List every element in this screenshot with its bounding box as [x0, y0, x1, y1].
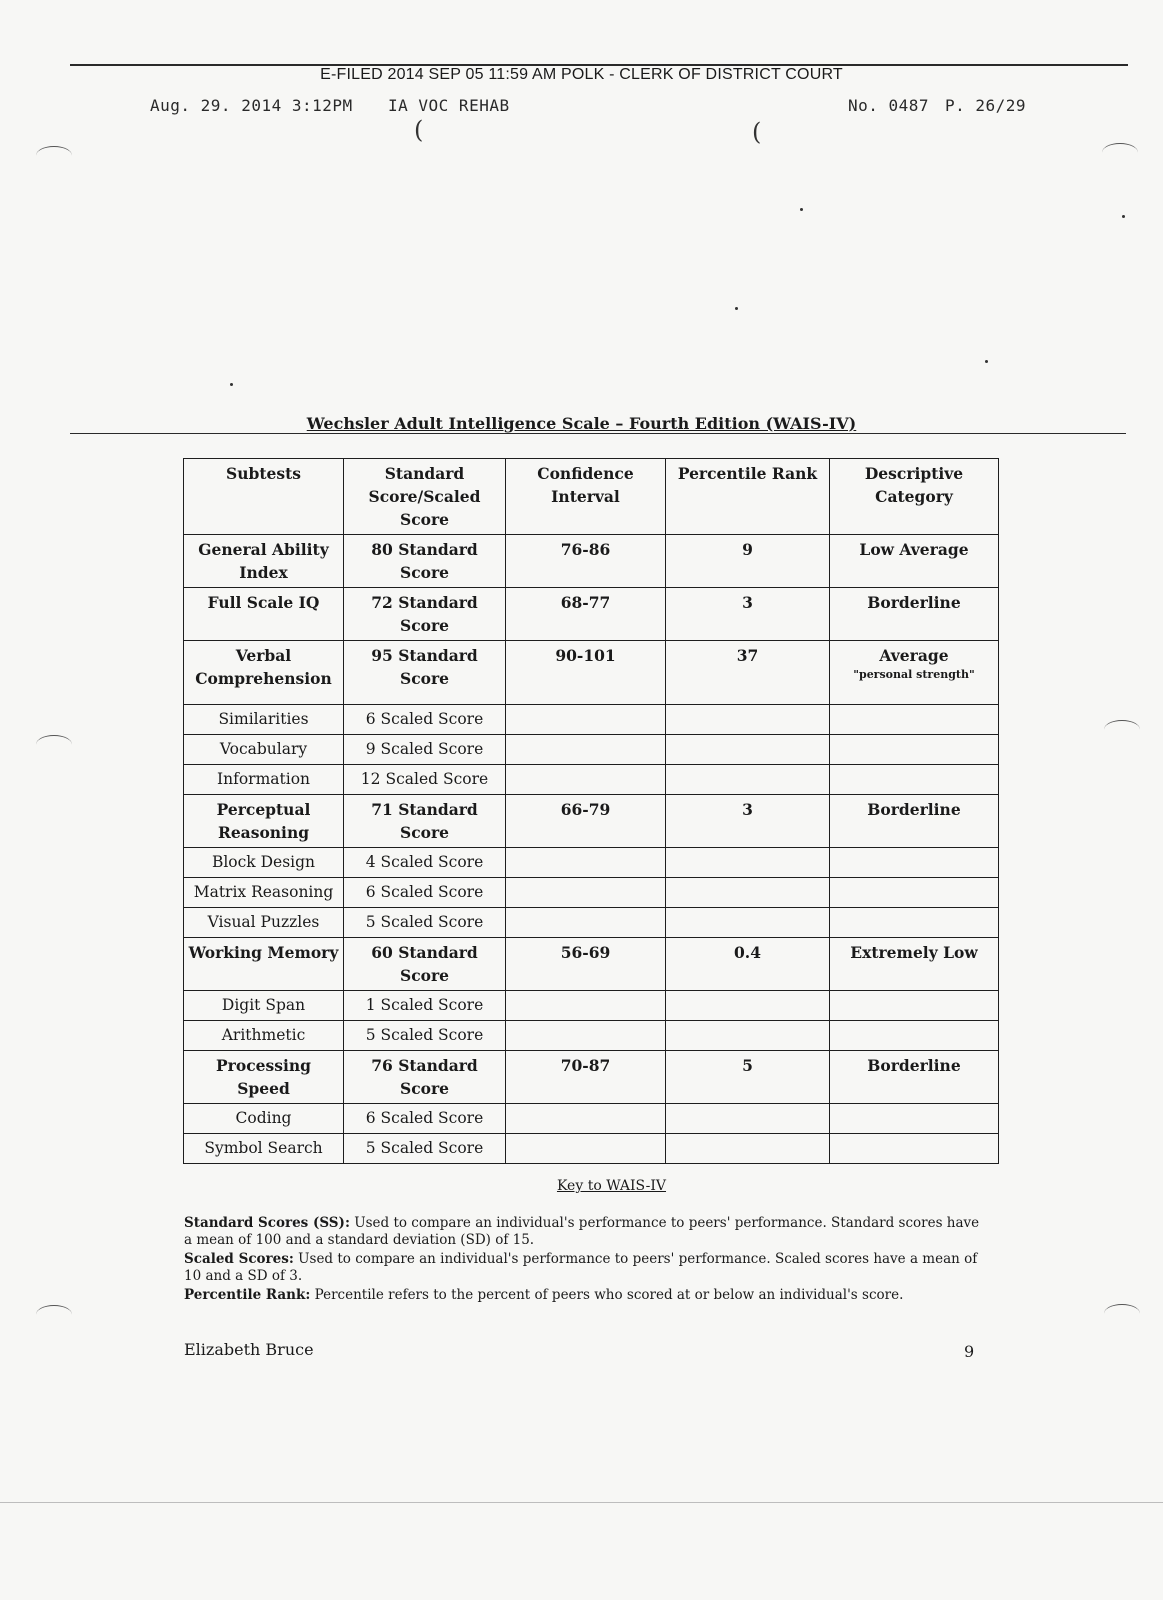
key-text: Used to compare an individual's performance to peers' performance. Standard scores have a mean of 100 and a standard deviation (SD) of 15. — [184, 1215, 980, 1248]
ci-cell: 56-69 — [506, 938, 666, 991]
category-cell — [830, 765, 999, 795]
table-row — [184, 735, 999, 765]
punch-hole — [36, 1305, 72, 1324]
percentile-cell — [666, 991, 830, 1021]
key-text: Used to compare an individual's performance to peers' performance. Scaled scores have a mean of 10 and a SD of 3. — [184, 1251, 978, 1284]
subtest-cell: Vocabulary — [184, 735, 344, 765]
ci-cell: 76-86 — [506, 535, 666, 588]
category-cell — [830, 735, 999, 765]
scan-speck — [800, 208, 803, 211]
category-cell — [830, 705, 999, 735]
punch-hole — [36, 146, 72, 165]
category-cell — [830, 991, 999, 1021]
score-cell: 76 Standard Score — [344, 1051, 506, 1104]
table-row — [184, 705, 999, 735]
fax-page: P. 26/29 — [945, 96, 1027, 115]
punch-hole — [1104, 1304, 1140, 1323]
ci-cell — [506, 1104, 666, 1134]
percentile-cell — [666, 735, 830, 765]
subtest-cell: Perceptual Reasoning — [184, 795, 344, 848]
ci-cell — [506, 705, 666, 735]
percentile-cell: 0.4 — [666, 938, 830, 991]
subtest-cell: Visual Puzzles — [184, 908, 344, 938]
ci-cell: 70-87 — [506, 1051, 666, 1104]
title-rule — [70, 433, 1126, 434]
column-header: Subtests — [184, 459, 344, 535]
category-cell — [830, 908, 999, 938]
ci-cell — [506, 878, 666, 908]
fax-sender: IA VOC REHAB — [388, 96, 510, 115]
percentile-cell: 5 — [666, 1051, 830, 1104]
key-item — [184, 1215, 984, 1249]
score-cell: 80 Standard Score — [344, 535, 506, 588]
key-term: Standard Scores (SS): — [184, 1215, 350, 1231]
ci-cell — [506, 1021, 666, 1051]
percentile-cell — [666, 1134, 830, 1164]
efiled-stamp: E-FILED 2014 SEP 05 11:59 AM POLK - CLERK OF DISTRICT COURT — [320, 66, 843, 83]
subtest-cell: Verbal Comprehension — [184, 641, 344, 705]
fax-number: No. 0487 — [848, 96, 930, 115]
score-cell: 12 Scaled Score — [344, 765, 506, 795]
ci-cell — [506, 848, 666, 878]
score-cell: 5 Scaled Score — [344, 908, 506, 938]
key-term: Percentile Rank: — [184, 1287, 311, 1303]
percentile-cell — [666, 848, 830, 878]
table-row — [184, 535, 999, 588]
key-title: Key to WAIS-IV — [556, 1178, 667, 1194]
page-number: 9 — [964, 1342, 975, 1361]
category-cell: Borderline — [830, 795, 999, 848]
score-cell: 5 Scaled Score — [344, 1134, 506, 1164]
table-row — [184, 1134, 999, 1164]
score-cell: 9 Scaled Score — [344, 735, 506, 765]
ci-cell: 68-77 — [506, 588, 666, 641]
subtest-cell: Digit Span — [184, 991, 344, 1021]
subtest-cell: Coding — [184, 1104, 344, 1134]
subtest-cell: Symbol Search — [184, 1134, 344, 1164]
score-cell: 6 Scaled Score — [344, 1104, 506, 1134]
category-cell — [830, 1021, 999, 1051]
scan-edge — [0, 1502, 1163, 1503]
subtest-cell: Information — [184, 765, 344, 795]
table-row — [184, 938, 999, 991]
percentile-cell — [666, 705, 830, 735]
ci-cell: 90-101 — [506, 641, 666, 705]
column-header: Descriptive Category — [830, 459, 999, 535]
table-row — [184, 991, 999, 1021]
key-text: Percentile refers to the percent of peers who scored at or below an individual's score. — [310, 1287, 904, 1303]
column-header: Standard Score/Scaled Score — [344, 459, 506, 535]
percentile-cell: 3 — [666, 795, 830, 848]
subtest-cell: Arithmetic — [184, 1021, 344, 1051]
table-row — [184, 588, 999, 641]
category-cell: Borderline — [830, 1051, 999, 1104]
fax-date: Aug. 29. 2014 3:12PM — [150, 96, 353, 115]
ci-cell — [506, 991, 666, 1021]
subtest-cell: Similarities — [184, 705, 344, 735]
percentile-cell — [666, 1021, 830, 1051]
scan-mark: ( — [752, 118, 762, 146]
ci-cell — [506, 1134, 666, 1164]
table-row — [184, 1051, 999, 1104]
category-cell — [830, 641, 999, 705]
ci-cell — [506, 908, 666, 938]
key-item — [184, 1251, 984, 1285]
score-cell: 95 Standard Score — [344, 641, 506, 705]
table-header-row — [184, 459, 999, 535]
category-cell — [830, 1134, 999, 1164]
score-cell: 4 Scaled Score — [344, 848, 506, 878]
table-row — [184, 848, 999, 878]
category-cell: Low Average — [830, 535, 999, 588]
category-cell — [830, 878, 999, 908]
table-row — [184, 641, 999, 705]
percentile-cell: 37 — [666, 641, 830, 705]
column-header: Confidence Interval — [506, 459, 666, 535]
score-cell: 1 Scaled Score — [344, 991, 506, 1021]
scan-speck — [735, 307, 738, 310]
subtest-cell: Working Memory — [184, 938, 344, 991]
score-cell: 60 Standard Score — [344, 938, 506, 991]
ci-cell — [506, 765, 666, 795]
scan-speck — [230, 383, 233, 386]
percentile-cell: 9 — [666, 535, 830, 588]
table-row — [184, 1104, 999, 1134]
score-cell: 5 Scaled Score — [344, 1021, 506, 1051]
footer-name: Elizabeth Bruce — [184, 1340, 314, 1359]
scan-speck — [985, 360, 988, 363]
ci-cell — [506, 735, 666, 765]
subtest-cell: General Ability Index — [184, 535, 344, 588]
category-cell: Borderline — [830, 588, 999, 641]
category-note: "personal strength" — [853, 668, 975, 681]
score-cell: 6 Scaled Score — [344, 878, 506, 908]
category-cell — [830, 848, 999, 878]
table-row — [184, 765, 999, 795]
ci-cell: 66-79 — [506, 795, 666, 848]
percentile-cell — [666, 1104, 830, 1134]
wais-table — [183, 458, 999, 1164]
key-item — [184, 1287, 984, 1304]
table-row — [184, 1021, 999, 1051]
score-cell: 71 Standard Score — [344, 795, 506, 848]
subtest-cell: Processing Speed — [184, 1051, 344, 1104]
punch-hole — [36, 735, 72, 754]
punch-hole — [1104, 720, 1140, 739]
punch-hole — [1102, 143, 1138, 162]
percentile-cell — [666, 908, 830, 938]
table-row — [184, 795, 999, 848]
table-title: Wechsler Adult Intelligence Scale – Fourth Edition (WAIS-IV) — [306, 414, 857, 433]
column-header: Percentile Rank — [666, 459, 830, 535]
category-text: Average — [879, 646, 949, 665]
scan-mark: ( — [414, 116, 424, 144]
percentile-cell — [666, 765, 830, 795]
category-cell — [830, 1104, 999, 1134]
subtest-cell: Block Design — [184, 848, 344, 878]
score-cell: 6 Scaled Score — [344, 705, 506, 735]
subtest-cell: Matrix Reasoning — [184, 878, 344, 908]
key-definitions — [184, 1215, 984, 1306]
table-row — [184, 878, 999, 908]
percentile-cell: 3 — [666, 588, 830, 641]
table-row — [184, 908, 999, 938]
score-cell: 72 Standard Score — [344, 588, 506, 641]
category-cell: Extremely Low — [830, 938, 999, 991]
key-term: Scaled Scores: — [184, 1251, 294, 1267]
scan-speck — [1122, 215, 1125, 218]
subtest-cell: Full Scale IQ — [184, 588, 344, 641]
percentile-cell — [666, 878, 830, 908]
